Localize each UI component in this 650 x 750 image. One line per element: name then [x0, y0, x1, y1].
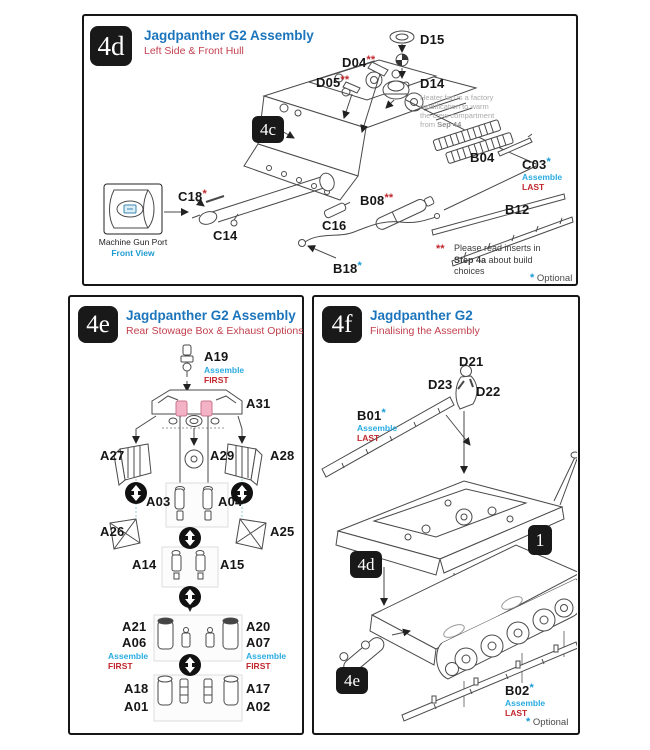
- part-label-d15: D15: [420, 32, 445, 47]
- part-label-a14: A14: [132, 557, 157, 572]
- assemble-first-a06: Assemble FIRST: [108, 651, 149, 671]
- rotate-icon: [179, 527, 201, 549]
- part-label-a20: A20: [246, 619, 271, 634]
- part-label-a25: A25: [270, 524, 295, 539]
- rotate-icon: [125, 482, 147, 504]
- part-c16-drawing: [323, 200, 352, 219]
- part-label-d14: D14: [420, 76, 445, 91]
- part-label-b04: B04: [470, 150, 495, 165]
- build-choice-note: Please read inserts in Step 4a about build choices: [454, 243, 541, 276]
- assemble-first-a07: Assemble FIRST: [246, 651, 287, 671]
- part-label-a28: A28: [270, 448, 295, 463]
- part-label-a15: A15: [220, 557, 245, 572]
- part-label-a19: A19: [204, 349, 229, 364]
- part-a25-drawing: [236, 519, 266, 549]
- assemble-first-a19: Assemble FIRST: [204, 365, 245, 385]
- rotate-icon: [179, 654, 201, 676]
- part-label-b01: B01*: [357, 407, 386, 423]
- part-label-a31: A31: [246, 396, 271, 411]
- part-label-a03: A03: [146, 494, 171, 509]
- part-label-c14: C14: [213, 228, 238, 243]
- optional-legend: * Optional: [530, 272, 573, 284]
- inset-caption: Machine Gun Port: [98, 237, 168, 247]
- panel-4f-subtitle: Finalising the Assembly: [370, 325, 480, 337]
- step-badge-4e: 4e: [78, 306, 118, 343]
- step-badge-4d-ref: 4d: [350, 551, 382, 578]
- part-a29-drawing: [185, 450, 203, 468]
- part-label-a21: A21: [122, 619, 147, 634]
- panel-4e-subtitle: Rear Stowage Box & Exhaust Options: [126, 325, 304, 337]
- part-a31-plate-drawing: [152, 390, 242, 428]
- part-a19-drawing: [181, 345, 193, 377]
- part-label-b02: B02*: [505, 682, 534, 698]
- panel-4d-title: Jagdpanther G2 Assembly: [144, 28, 314, 43]
- part-label-b12: B12: [505, 202, 530, 217]
- part-label-d05: D05**: [316, 74, 350, 90]
- panel-4d-subtitle: Left Side & Front Hull: [144, 45, 244, 57]
- assemble-last-b01: Assemble LAST: [357, 423, 398, 443]
- step-badge-4d: 4d: [90, 26, 132, 66]
- step-badge-4f: 4f: [322, 306, 362, 343]
- part-label-b18: B18*: [333, 260, 362, 276]
- panel-4e: [68, 295, 304, 735]
- double-star-marker: **: [436, 243, 445, 255]
- part-label-a01: A01: [124, 699, 149, 714]
- rotate-icon: [179, 586, 201, 608]
- optional-legend: * Optional: [526, 716, 569, 728]
- part-label-b08: B08**: [360, 192, 394, 208]
- part-label-a07: A07: [246, 635, 271, 650]
- part-label-c03: C03*: [522, 156, 551, 172]
- part-label-a06: A06: [122, 635, 147, 650]
- step-badge-4c: 4c: [252, 116, 284, 143]
- step-badge-4e-ref: 4e: [336, 667, 368, 694]
- panel-4d: [82, 14, 578, 286]
- commander-figure-drawing: [456, 366, 477, 410]
- part-label-a02: A02: [246, 699, 271, 714]
- part-label-a29: A29: [210, 448, 235, 463]
- d14-footnote: Heater fan is a factory modification to warm the crew compartment from Sep 44: [420, 93, 495, 129]
- part-label-d21: D21: [459, 354, 484, 369]
- panel-4f-title: Jagdpanther G2: [370, 308, 473, 323]
- part-label-d22: D22: [476, 384, 501, 399]
- step-badge-1-ref: 1: [528, 525, 552, 555]
- part-label-a04: A04: [218, 494, 243, 509]
- assemble-last-b02: Assemble LAST: [505, 698, 546, 718]
- part-b18-drawing: [299, 214, 440, 247]
- part-label-a27: A27: [100, 448, 125, 463]
- part-label-d23: D23: [428, 377, 453, 392]
- part-label-c16: C16: [322, 218, 347, 233]
- inset-caption-view: Front View: [111, 248, 155, 258]
- assemble-last-c03: Assemble LAST: [522, 172, 563, 192]
- part-label-a18: A18: [124, 681, 149, 696]
- part-label-c18: C18*: [178, 188, 207, 204]
- machine-gun-port-inset: [104, 184, 162, 234]
- part-label-a26: A26: [100, 524, 125, 539]
- part-label-d04: D04**: [342, 54, 376, 70]
- panel-4e-title: Jagdpanther G2 Assembly: [126, 308, 296, 323]
- part-label-a17: A17: [246, 681, 271, 696]
- panel-4f: [312, 295, 580, 735]
